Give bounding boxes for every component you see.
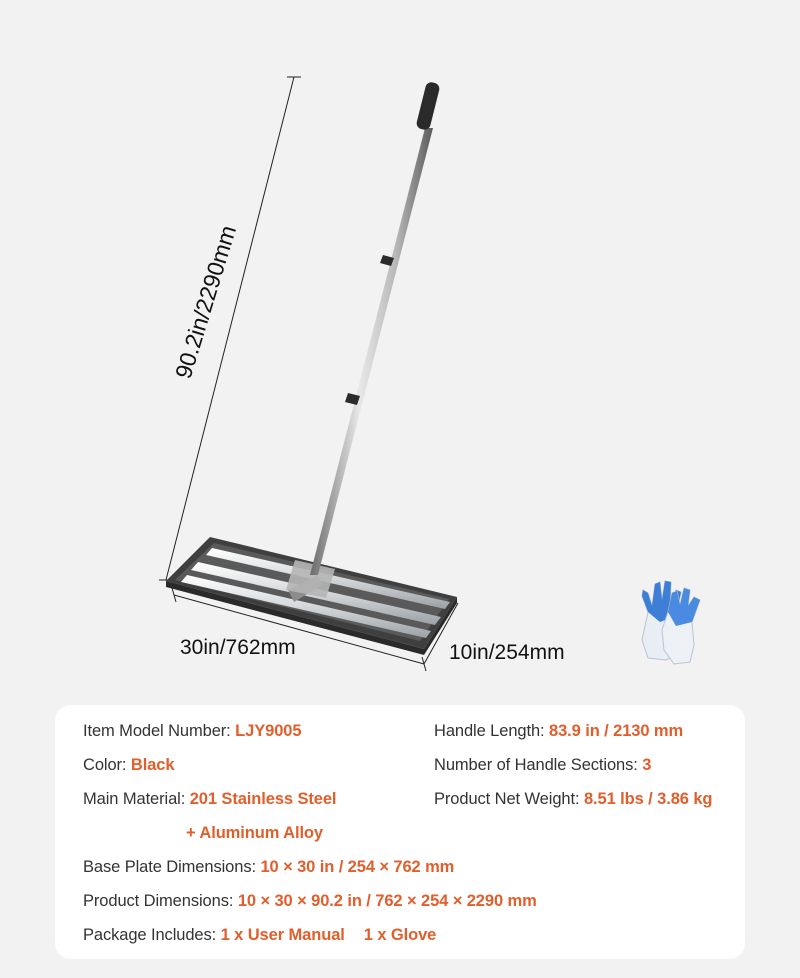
spec-product-dimensions	[83, 892, 537, 911]
height-dimension-label: 90.2in/2290mm	[169, 222, 242, 382]
spec-product-dimensions-value: 10 × 30 × 90.2 in / 762 × 254 × 2290 mm	[237, 892, 537, 910]
spec-handle-sections-value: 3	[642, 756, 652, 774]
spec-handle-sections-label: Number of Handle Sections:	[434, 756, 643, 774]
spec-material-value: 201 Stainless Steel	[189, 790, 337, 808]
spec-color	[83, 756, 174, 775]
spec-net-weight-value: 8.51 lbs / 3.86 kg	[583, 790, 713, 808]
telescopic-handle	[310, 81, 441, 575]
spec-handle-length-label: Handle Length:	[434, 722, 550, 740]
spec-model-value: LJY9005	[235, 722, 302, 740]
spec-package-label: Package Includes:	[83, 926, 221, 944]
spec-package	[83, 926, 436, 945]
spec-handle-sections	[434, 756, 651, 775]
spec-net-weight-label: Product Net Weight:	[434, 790, 584, 808]
spec-material-label: Main Material:	[83, 790, 190, 808]
spec-color-label: Color:	[83, 756, 131, 774]
spec-product-dimensions-label: Product Dimensions:	[83, 892, 238, 910]
glove-image	[642, 581, 700, 664]
spec-package-value: 1 x User Manual	[220, 926, 345, 944]
spec-model	[83, 722, 301, 741]
spec-base-plate	[83, 858, 454, 877]
spec-package-value-2: 1 x Glove	[363, 926, 437, 944]
spec-model-label: Item Model Number:	[83, 722, 236, 740]
spec-card	[55, 705, 745, 959]
spec-handle-length-value: 83.9 in / 2130 mm	[549, 722, 684, 740]
spec-material-value-2: + Aluminum Alloy	[186, 824, 323, 842]
spec-net-weight	[434, 790, 712, 809]
spec-color-value: Black	[130, 756, 175, 774]
spec-material-2	[186, 824, 323, 843]
spec-base-plate-value: 10 × 30 in / 254 × 762 mm	[260, 858, 455, 876]
length-dimension-label: 30in/762mm	[180, 636, 296, 659]
spec-handle-length	[434, 722, 683, 741]
spec-base-plate-label: Base Plate Dimensions:	[83, 858, 261, 876]
width-dimension-label: 10in/254mm	[449, 641, 565, 664]
height-dimension-line	[159, 77, 301, 580]
spec-material	[83, 790, 336, 809]
